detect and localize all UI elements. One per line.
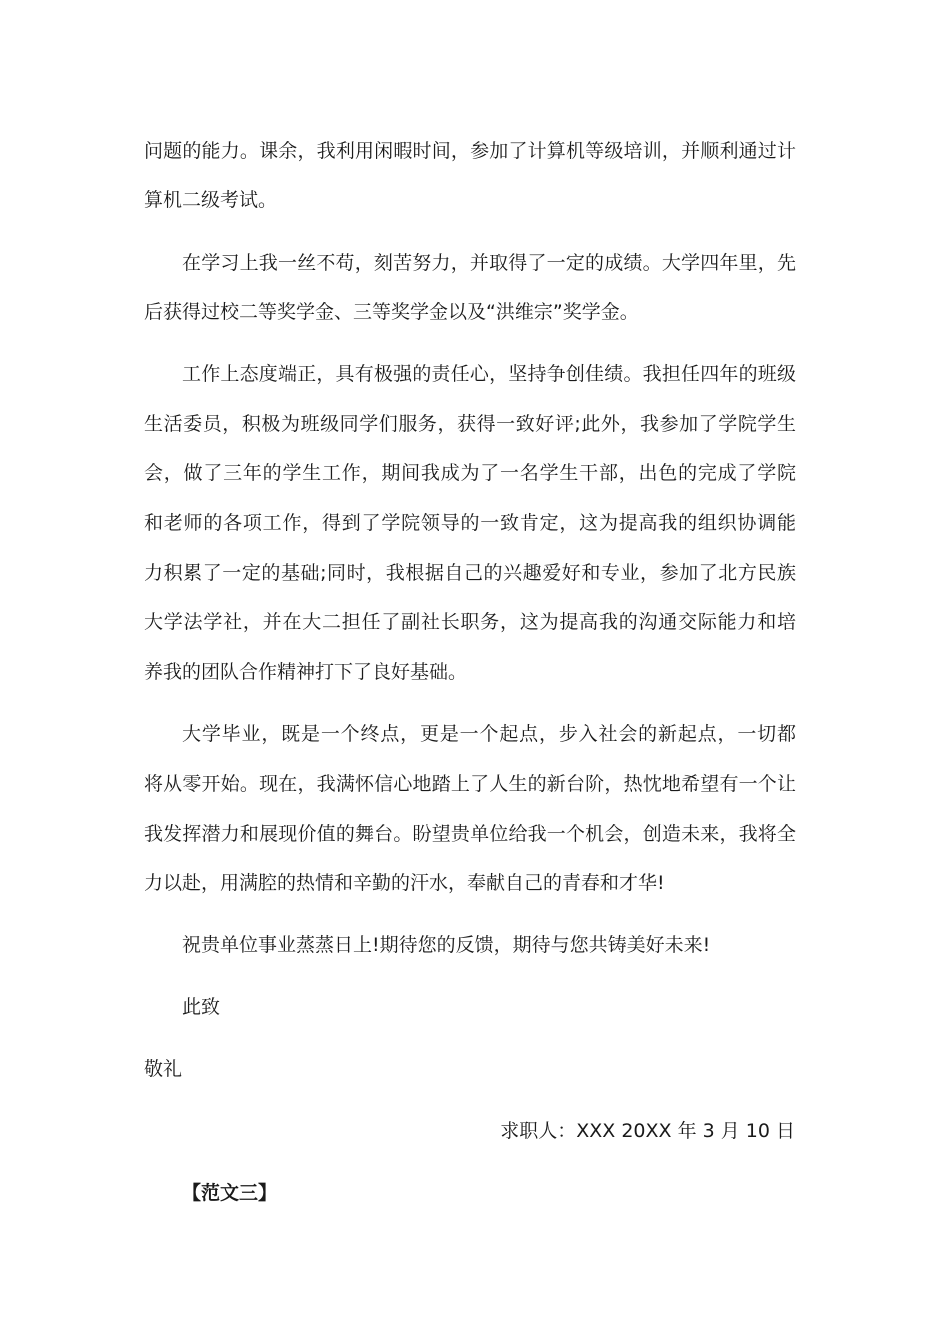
paragraph-4-line-2: 将从零开始。现在，我满怀信心地踏上了人生的新台阶，热忱地希望有一个让 — [144, 773, 796, 795]
paragraph-5-line-1: 祝贵单位事业蒸蒸日上!期待您的反馈，期待与您共铸美好未来! — [182, 934, 711, 956]
paragraph-3-line-5: 力积累了一定的基础;同时，我根据自己的兴趣爱好和专业，参加了北方民族 — [144, 562, 796, 584]
paragraph-2-line-2: 后获得过校二等奖学金、三等奖学金以及“洪维宗”奖学金。 — [144, 301, 639, 323]
paragraph-3-line-3: 会，做了三年的学生工作，期间我成为了一名学生干部，出色的完成了学院 — [144, 462, 796, 484]
closing-salutation: 此致 — [182, 996, 221, 1018]
paragraph-3-line-2: 生活委员，积极为班级同学们服务，获得一致好评;此外，我参加了学院学生 — [144, 413, 796, 435]
paragraph-1-line-1: 问题的能力。课余，我利用闲暇时间，参加了计算机等级培训，并顺利通过计 — [144, 140, 796, 162]
paragraph-3-line-6: 大学法学社，并在大二担任了副社长职务，这为提高我的沟通交际能力和培 — [144, 611, 796, 633]
paragraph-1-line-2: 算机二级考试。 — [144, 189, 278, 211]
paragraph-3-line-4: 和老师的各项工作，得到了学院领导的一致肯定，这为提高我的组织协调能 — [144, 512, 796, 534]
paragraph-4-line-1: 大学毕业，既是一个终点，更是一个起点，步入社会的新起点，一切都 — [182, 723, 796, 745]
paragraph-3-line-1: 工作上态度端正，具有极强的责任心，坚持争创佳绩。我担任四年的班级 — [182, 363, 796, 385]
paragraph-3-line-7: 养我的团队合作精神打下了良好基础。 — [144, 661, 468, 683]
signature-line: 求职人：XXX 20XX 年 3 月 10 日 — [500, 1120, 795, 1142]
paragraph-4-line-4: 力以赴，用满腔的热情和辛勤的汗水，奉献自己的青春和才华! — [144, 872, 665, 894]
closing-regards: 敬礼 — [144, 1058, 183, 1080]
section-heading: 【范文三】 — [182, 1182, 278, 1204]
paragraph-2-line-1: 在学习上我一丝不苟，刻苦努力，并取得了一定的成绩。大学四年里，先 — [182, 252, 796, 274]
paragraph-4-line-3: 我发挥潜力和展现价值的舞台。盼望贵单位给我一个机会，创造未来，我将全 — [144, 823, 796, 845]
